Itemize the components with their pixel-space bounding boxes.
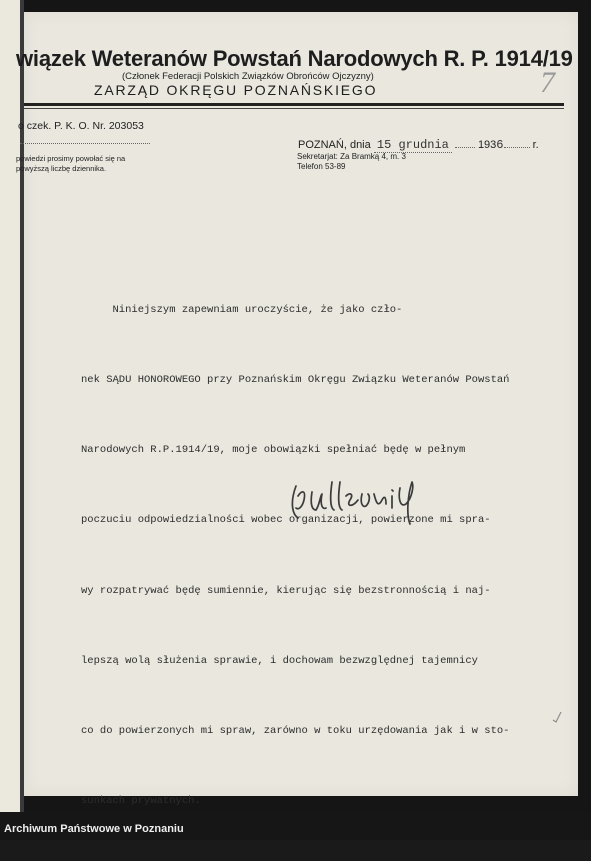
reply-instruction-line-2: powyższą liczbę dziennika. [16,164,107,173]
body-line: lepszą wolą służenia sprawie, i dochowam bezwzględnej tajemnicy [81,654,478,667]
secretariat-address-line: Sekretarjat: Za Bramką 4, m. 3 [297,152,406,161]
date-day-month: 15 grudnia [376,138,449,152]
previous-page-edge [0,0,20,812]
reply-instruction [16,154,125,174]
archive-footer-bar [0,812,591,840]
letter-page [16,12,578,808]
letterhead-subtitle: (Członek Federacji Polskich Związków Obrońców Ojczyzny) [122,71,374,82]
letter-body [81,252,571,861]
city-label: POZNAŃ, dnia [298,139,371,151]
date-suffix: r. [532,139,539,151]
body-line: sunkach prywatnych. [81,795,201,808]
body-line: wy rozpatrywać będę sumiennie, kierując się bezstronnością i naj- [81,584,491,597]
journal-number-line [20,143,150,144]
handwritten-page-number: 7 [540,66,555,99]
secretariat-address [297,152,406,172]
pko-account-number: o czek. P. K. O. Nr. 203053 [18,120,144,132]
telephone-line: Telefon 53-89 [297,162,346,171]
body-line: Narodowych R.P.1914/19, moje obowiązki spełniać będę w pełnym [81,444,466,457]
body-line: poczuciu odpowiedzialności wobec organizacji, powierzone mi spra- [81,514,491,527]
pencil-check-mark [551,710,563,724]
place-date-line [298,138,539,153]
letterhead-title: wiązek Weteranów Powstań Narodowych R. P. 1914/19 [16,46,573,71]
body-line: nek SĄDU HONOROWEGO przy Poznańskim Okręgu Związku Weteranów Powstań [81,374,510,387]
letterhead-district: ZARZĄD OKRĘGU POZNAŃSKIEGO [94,82,378,98]
date-year-prefix: 193 [477,139,497,151]
body-line: co do powierzonych mi spraw, zarówno w toku urzędowania jak i w sto- [81,725,510,738]
handwritten-signature [286,474,436,530]
letterhead-rule-thick [24,103,564,106]
archive-name: Archiwum Państwowe w Poznaniu [4,823,184,835]
letterhead-rule-thin [24,108,564,109]
reply-instruction-line-1: powiedzi prosimy powołać się na [16,154,126,163]
body-line: Niniejszym zapewniam uroczyście, że jako czło- [81,303,403,316]
date-year-digit: 6 [496,138,504,152]
